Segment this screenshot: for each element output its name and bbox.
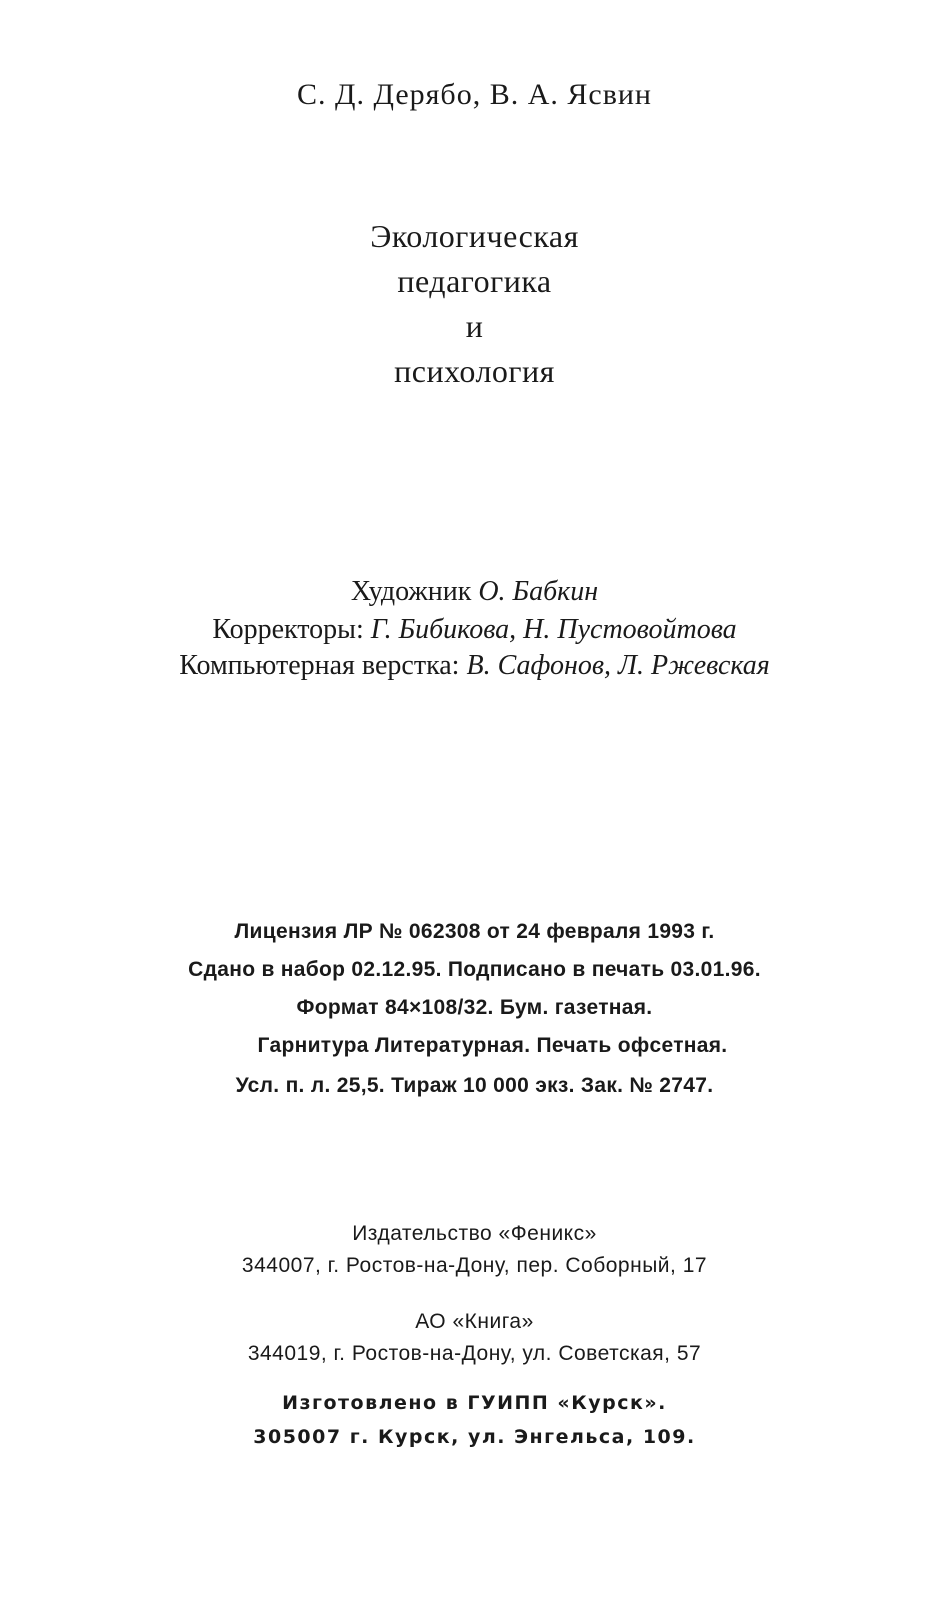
title-line-3: и [465, 308, 484, 344]
title-line-2: педагогика [397, 263, 552, 299]
publisher-name: Издательство «Феникс» [352, 1222, 597, 1245]
credit-proofreaders-role: Корректоры: [212, 614, 364, 645]
imprint-typeface: Гарнитура Литературная. Печать офсетная. [257, 1034, 728, 1057]
company-address: 344019, г. Ростов-на-Дону, ул. Советская, 57 [247, 1342, 702, 1365]
imprint-format: Формат 84×108/32. Бум. газетная. [296, 996, 653, 1019]
printer-address: 305007 г. Курск, ул. Энгельса, 109. [253, 1426, 696, 1448]
title-line-4: психология [394, 353, 555, 389]
credit-artist [0, 576, 949, 608]
authors: С. Д. Дерябо, В. А. Ясвин [297, 78, 652, 111]
credit-proofreaders [0, 614, 949, 646]
credit-layout-names: В. Сафонов, Л. Ржевская [466, 650, 770, 681]
imprint-run: Усл. п. л. 25,5. Тираж 10 000 экз. Зак. № 2747. [235, 1074, 714, 1097]
imprint-dates: Сдано в набор 02.12.95. Подписано в печать 03.01.96. [188, 958, 761, 981]
imprint-license: Лицензия ЛР № 062308 от 24 февраля 1993 г. [234, 920, 715, 943]
credit-artist-names: О. Бабкин [478, 576, 599, 607]
company-name: АО «Книга» [415, 1310, 534, 1333]
credit-proofreaders-names: Г. Бибикова, Н. Пустовойтова [370, 614, 737, 645]
publisher-address: 344007, г. Ростов-на-Дону, пер. Соборный, 17 [241, 1254, 708, 1277]
credit-layout-role: Компьютерная верстка: [179, 650, 460, 681]
credit-layout [0, 650, 949, 682]
credit-artist-role: Художник [350, 576, 472, 607]
printer-name: Изготовлено в ГУИПП «Курск». [282, 1392, 667, 1414]
title-line-1: Экологическая [370, 218, 579, 254]
